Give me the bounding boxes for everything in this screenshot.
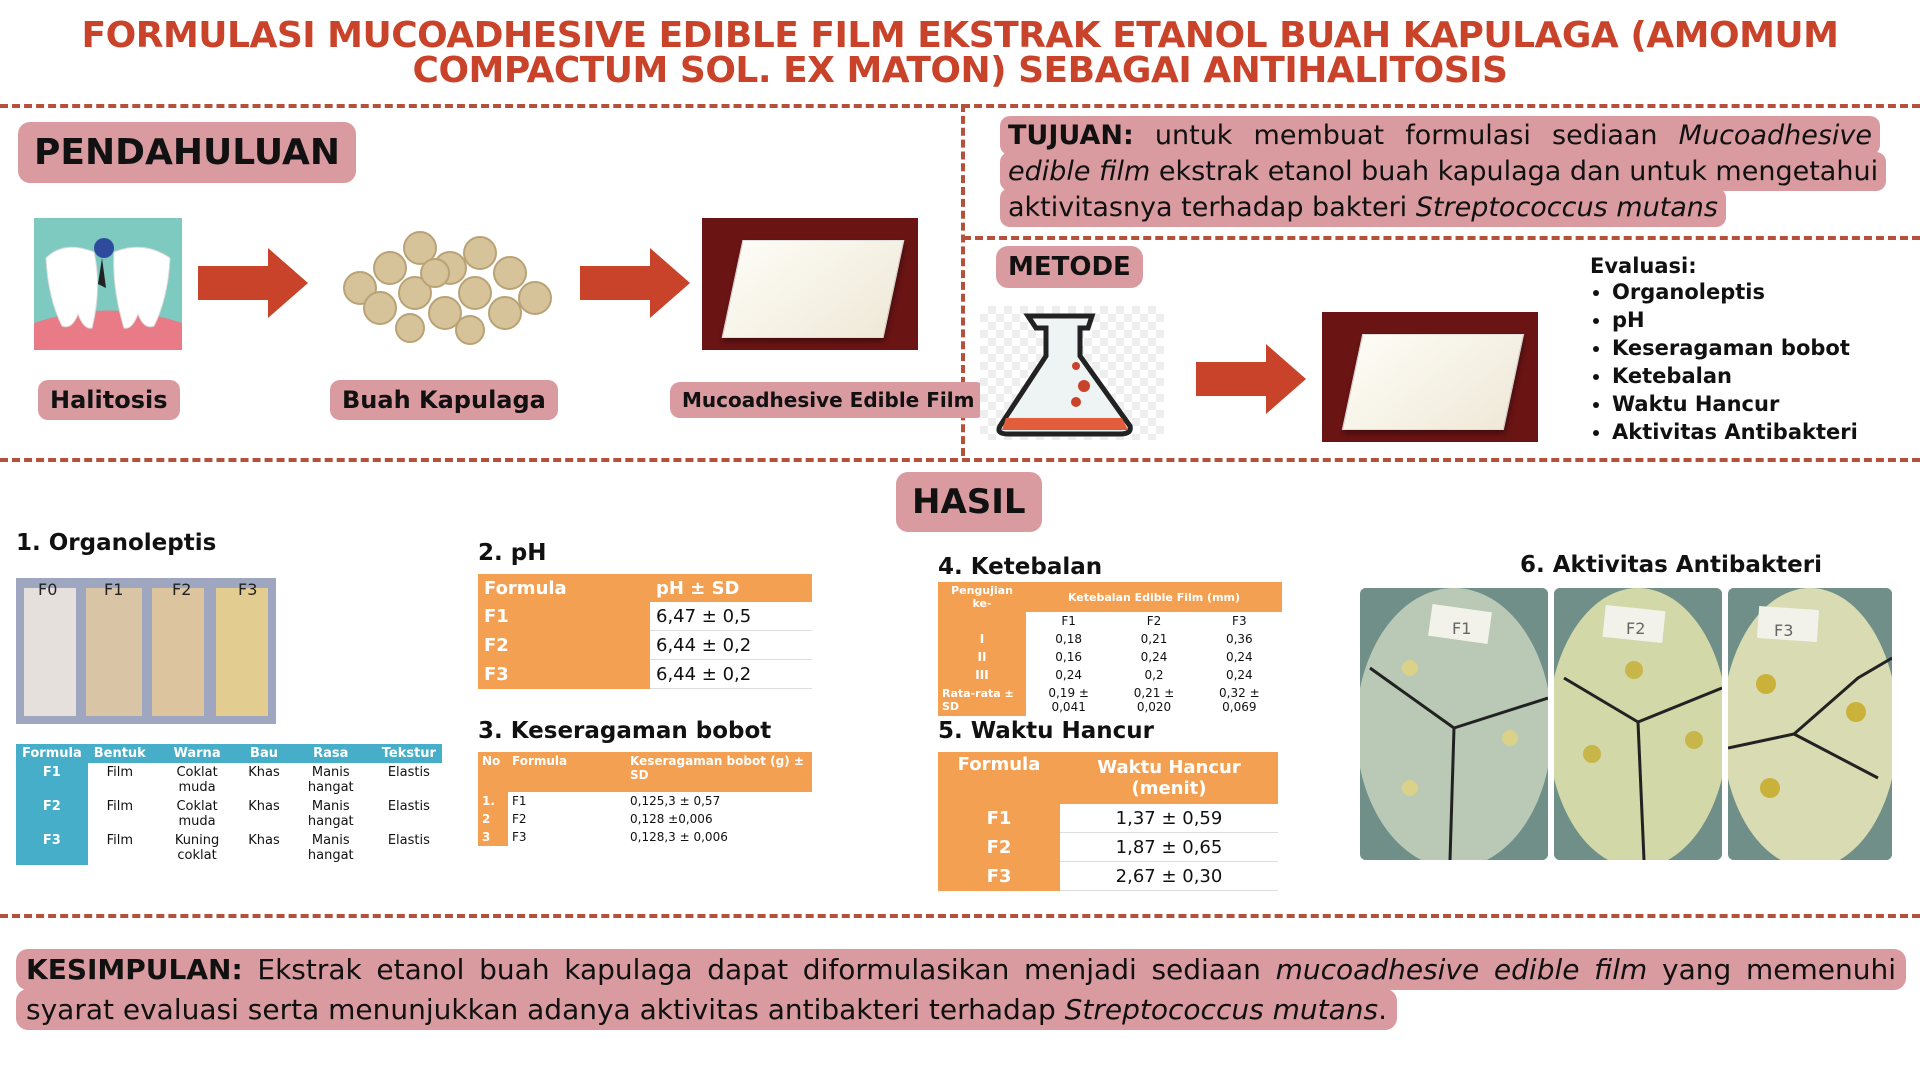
divider-top <box>0 104 1920 108</box>
table-cell: Coklat muda <box>176 799 218 829</box>
table-cell: F3 <box>512 830 527 844</box>
table-row <box>938 833 1278 862</box>
table-cell: Film <box>106 799 133 814</box>
table-row <box>478 660 812 689</box>
evaluasi-item: • Organoleptis <box>1612 278 1910 306</box>
table-header: Ketebalan Edible Film (mm) <box>1026 582 1282 612</box>
divider-tujuan-metode <box>963 236 1920 240</box>
metode-heading: METODE <box>996 246 1143 288</box>
label-halitosis: Halitosis <box>38 380 180 420</box>
table-row <box>16 831 442 865</box>
divider-hasil <box>0 458 1920 462</box>
tujuan-label: TUJUAN: <box>1008 120 1134 151</box>
table-cell: 2,67 ± 0,30 <box>1060 862 1278 891</box>
table-header: Keseragaman bobot (g) ± SD <box>626 752 812 792</box>
organoleptis-photo <box>16 578 276 724</box>
table-row <box>478 828 812 846</box>
table-cell: F3 <box>478 660 650 689</box>
table-cell: F3 <box>1232 614 1247 628</box>
kapulaga-image <box>320 218 568 350</box>
table-cell: F2 <box>512 812 527 826</box>
flask-icon <box>980 306 1164 440</box>
kesimpulan-block <box>16 950 1906 1030</box>
kesimpulan-label: KESIMPULAN: <box>26 953 243 986</box>
table-cell: Manis hangat <box>307 799 354 829</box>
kesimpulan-italic-b: Streptococcus mutans <box>1064 993 1379 1026</box>
evaluasi-title: Evaluasi: <box>1590 254 1697 278</box>
table-cell: 0,32 ± 0,069 <box>1219 686 1260 714</box>
petri-dish-image <box>1554 588 1722 860</box>
table-header: No <box>478 752 508 792</box>
title-line-1: FORMULASI MUCOADHESIVE EDIBLE FILM EKSTRAK ETANOL BUAH KAPULAGA (AMOMUM <box>81 15 1839 56</box>
table-cell: 0,24 <box>1225 650 1253 664</box>
table-row <box>938 684 1282 716</box>
table-row <box>478 602 812 631</box>
table-cell: F1 <box>16 763 88 797</box>
petri-dish-image <box>1360 588 1548 860</box>
label-edible-film: Mucoadhesive Edible Film <box>670 382 986 418</box>
evaluasi-block <box>1590 254 1910 446</box>
table-cell: I <box>938 630 1026 648</box>
kesimpulan-italic-a: mucoadhesive edible film <box>1275 953 1648 986</box>
evaluasi-item: • Aktivitas Antibakteri <box>1612 418 1910 446</box>
table-cell: F2 <box>938 833 1060 862</box>
table-row <box>938 648 1282 666</box>
table-cell: F3 <box>938 862 1060 891</box>
evaluasi-item: • Ketebalan <box>1612 362 1910 390</box>
pendahuluan-heading: PENDAHULUAN <box>18 122 356 183</box>
bobot-title: 3. Keseragaman bobot <box>478 718 772 744</box>
ketebalan-title: 4. Ketebalan <box>938 554 1103 580</box>
table-cell: 0,128 ±0,006 <box>630 812 713 826</box>
table-header: Pengujian ke- <box>938 582 1026 612</box>
table-cell: 6,47 ± 0,5 <box>650 602 812 631</box>
table-cell: 0,18 <box>1055 632 1083 646</box>
ph-table <box>478 574 812 689</box>
metode-film-image <box>1322 312 1538 442</box>
table-cell: III <box>938 666 1026 684</box>
table-row <box>16 763 442 797</box>
table-row <box>938 862 1278 891</box>
tujuan-italic-b: Streptococcus mutans <box>1415 192 1718 223</box>
label-buah-kapulaga: Buah Kapulaga <box>330 380 558 420</box>
photo-label: F3 <box>238 580 258 599</box>
table-header: Waktu Hancur (menit) <box>1060 752 1278 804</box>
hasil-heading: HASIL <box>896 472 1042 532</box>
table-cell: F2 <box>16 797 88 831</box>
table-cell: Elastis <box>387 765 430 780</box>
kesimpulan-text-c: . <box>1378 993 1387 1026</box>
evaluasi-list <box>1590 278 1910 446</box>
arrow-right-icon <box>198 248 308 318</box>
table-cell: 0,21 <box>1140 632 1168 646</box>
table-cell: 0,128,3 ± 0,006 <box>630 830 728 844</box>
table-cell: 3 <box>478 828 508 846</box>
table-cell: F2 <box>478 631 650 660</box>
divider-kesimpulan <box>0 914 1920 918</box>
evaluasi-item: • pH <box>1612 306 1910 334</box>
table-cell: F1 <box>512 794 527 808</box>
evaluasi-item: • Waktu Hancur <box>1612 390 1910 418</box>
edible-film-image <box>702 218 918 350</box>
kesimpulan-text-a: Ekstrak etanol buah kapulaga dapat diformulasikan menjadi sediaan <box>242 953 1276 986</box>
tujuan-text-b: ekstrak etanol buah kapulaga dan untuk mengetahui aktivitasnya terhadap bakteri <box>1008 156 1879 223</box>
evaluasi-item: • Keseragaman bobot <box>1612 334 1910 362</box>
table-cell: Film <box>106 765 133 780</box>
table-cell: 0,19 ± 0,041 <box>1048 686 1089 714</box>
arrow-right-icon <box>1196 344 1306 414</box>
ketebalan-table <box>938 582 1282 716</box>
arrow-right-icon <box>580 248 690 318</box>
petri-dish-image <box>1728 588 1892 860</box>
ph-title: 2. pH <box>478 540 547 566</box>
table-cell: 0,16 <box>1055 650 1083 664</box>
table-row <box>16 797 442 831</box>
table-cell: 0,125,3 ± 0,57 <box>630 794 721 808</box>
bobot-table <box>478 752 812 846</box>
table-header: Bentuk <box>88 744 152 763</box>
table-row <box>938 612 1282 630</box>
organoleptis-table <box>16 744 442 865</box>
table-header: Tekstur <box>376 744 442 763</box>
table-cell: 0,21 ± 0,020 <box>1133 686 1175 714</box>
table-cell: F1 <box>938 804 1060 833</box>
table-cell: 1,37 ± 0,59 <box>1060 804 1278 833</box>
table-row <box>478 631 812 660</box>
plate-label: F2 <box>1626 619 1646 638</box>
table-row <box>938 666 1282 684</box>
table-header: Formula <box>508 752 626 792</box>
waktu-table <box>938 752 1278 891</box>
table-cell: Elastis <box>387 799 430 814</box>
poster-title <box>0 15 1920 91</box>
photo-label: F2 <box>172 580 192 599</box>
waktu-title: 5. Waktu Hancur <box>938 718 1154 744</box>
table-cell: 0,24 <box>1140 650 1168 664</box>
photo-label: F1 <box>104 580 124 599</box>
table-cell: Manis hangat <box>307 765 354 795</box>
title-line-2: COMPACTUM SOL. EX MATON) SEBAGAI ANTIHALITOSIS <box>412 50 1508 91</box>
halitosis-image <box>34 218 182 350</box>
table-cell: 0,36 <box>1225 632 1253 646</box>
table-cell: Khas <box>248 765 280 780</box>
table-cell: 0,24 <box>1055 668 1083 682</box>
table-cell: 0,2 <box>1144 668 1164 682</box>
table-header: Warna <box>152 744 242 763</box>
table-cell: Film <box>106 833 133 848</box>
table-row <box>938 804 1278 833</box>
organoleptis-title: 1. Organoleptis <box>16 530 217 556</box>
table-cell: II <box>938 648 1026 666</box>
table-cell: F1 <box>1061 614 1076 628</box>
table-header: pH ± SD <box>650 574 812 602</box>
table-header: Bau <box>242 744 286 763</box>
table-header: Formula <box>16 744 88 763</box>
table-cell: 6,44 ± 0,2 <box>650 660 812 689</box>
plate-label: F3 <box>1774 621 1794 640</box>
table-row <box>938 630 1282 648</box>
table-row <box>478 810 812 828</box>
table-cell: Manis hangat <box>307 833 354 863</box>
table-cell: Coklat muda <box>176 765 218 795</box>
table-header: Formula <box>938 752 1060 804</box>
table-cell: 1,87 ± 0,65 <box>1060 833 1278 862</box>
table-row <box>478 792 812 810</box>
table-cell: 6,44 ± 0,2 <box>650 631 812 660</box>
table-header: Rasa <box>286 744 376 763</box>
table-cell: 0,24 <box>1225 668 1253 682</box>
tujuan-italic-a: Mucoadhesive edible film <box>1008 120 1872 187</box>
antibakteri-title: 6. Aktivitas Antibakteri <box>1520 552 1822 578</box>
photo-label: F0 <box>38 580 58 599</box>
plate-label: F1 <box>1452 619 1472 638</box>
table-cell: Khas <box>248 833 280 848</box>
table-cell: Rata-rata ± SD <box>938 684 1026 716</box>
table-cell: F3 <box>16 831 88 865</box>
table-cell: Elastis <box>387 833 430 848</box>
table-cell: 2 <box>478 810 508 828</box>
tujuan-text-a: untuk membuat formulasi sediaan <box>1133 120 1679 151</box>
table-header: Formula <box>478 574 650 602</box>
table-cell: 1. <box>478 792 508 810</box>
kesimpulan-text-b: yang memenuhi syarat evaluasi serta menunjukkan adanya aktivitas antibakteri terhadap <box>26 953 1897 1026</box>
table-cell: F2 <box>1146 614 1162 628</box>
tujuan-block <box>1000 118 1880 226</box>
table-cell: F1 <box>478 602 650 631</box>
table-cell: Kuning coklat <box>174 833 220 863</box>
table-cell: Khas <box>248 799 280 814</box>
